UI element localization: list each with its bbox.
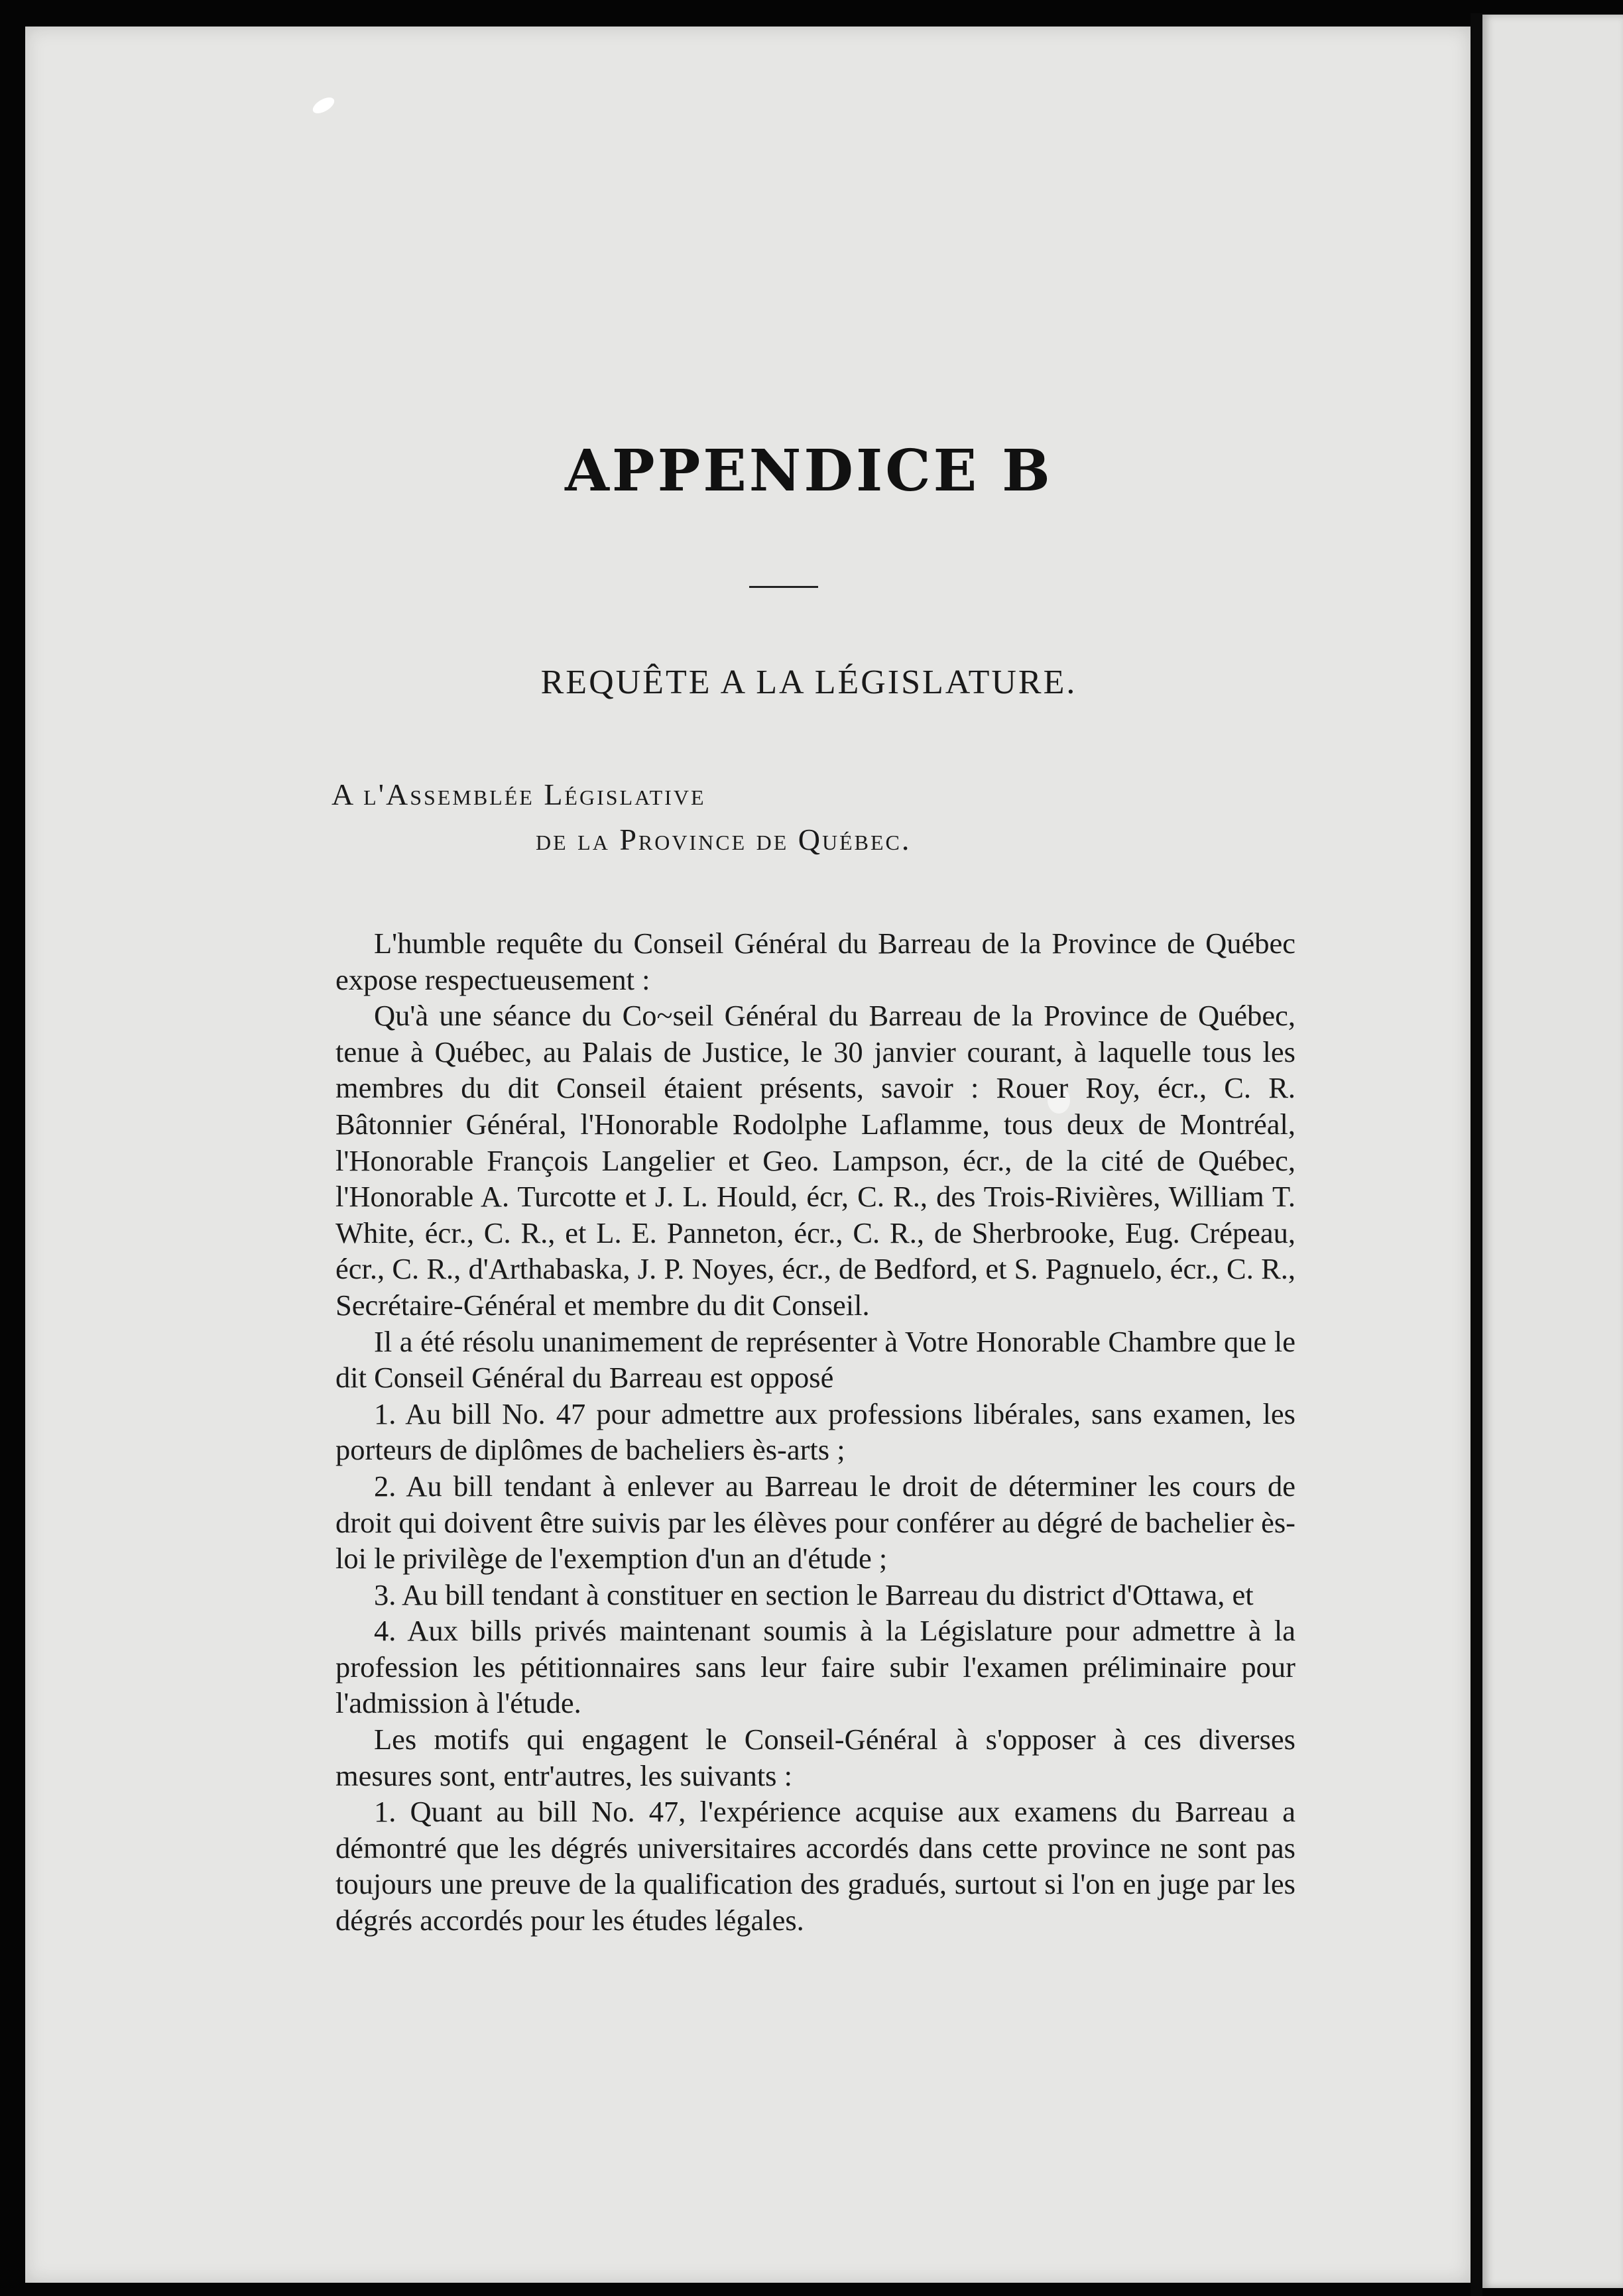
paragraph: 4. Aux bills privés maintenant soumis à la Législature pour admettre à la profession les pétitionnaires sans leur faire subir l'examen préliminaire pour l'admission à l'étude. [335, 1614, 1295, 1720]
heading-divider [749, 586, 818, 588]
document-body [335, 925, 1295, 1939]
paragraph: Les motifs qui engagent le Conseil-Général à s'opposer à ces diverses mesures sont, entr'autres, les suivants : [335, 1723, 1295, 1792]
paragraph: Qu'à une séance du Co~seil Général du Barreau de la Province de Québec, tenue à Québec, au Palais de Justice, le 30 janvier courant, à laquelle tous les membres du dit Conseil étaient présents, savoir : Rouer Roy, écr., C. R. Bâtonnier Général, l'Honorable Rodolphe Laflamme, tous deux de Montréal, l'Honorable François Langelier et Geo. Lampson, écr., de la cité de Québec, l'Honorable A. Turcotte et J. L. Hould, écr, C. R., des Trois-Rivières, William T. White, écr., C. R., et L. E. Panneton, écr., C. R., de Sherbrooke, Eug. Crépeau, écr., C. R., d'Arthabaska, J. P. Noyes, écr., de Bedford, et S. Pagnuelo, écr., C. R., Secrétaire-Général et membre du dit Conseil. [335, 999, 1295, 1322]
paragraph: Il a été résolu unanimement de représenter à Votre Honorable Chambre que le dit Conseil Général du Barreau est opposé [335, 1324, 1295, 1395]
appendix-heading: APPENDICE B [565, 437, 1053, 504]
paragraph: 1. Au bill No. 47 pour admettre aux professions libérales, sans examen, les porteurs de diplômes de bacheliers ès-arts ; [335, 1397, 1295, 1467]
paragraph: L'humble requête du Conseil Général du Barreau de la Province de Québec expose respectueusement : [335, 927, 1295, 996]
page-gutter [1471, 13, 1482, 2296]
paragraph: 1. Quant au bill No. 47, l'expérience acquise aux examens du Barreau a démontré que les dégrés universitaires accordés dans cette province ne sont pas toujours une preuve de la qualification des gradués, surtout si l'on en juge par les dégrés accordés pour les études légales. [335, 1795, 1295, 1937]
paragraph: 2. Au bill tendant à enlever au Barreau le droit de déterminer les cours de droit qui doivent être suivis par les élèves pour conférer au dégré de bachelier ès-loi le privilège de l'exemption d'un an d'étude ; [335, 1469, 1295, 1576]
document-subheading: REQUÊTE A LA LÉGISLATURE. [540, 663, 1077, 701]
address-line-2: de la Province de Québec. [536, 823, 912, 856]
paragraph: 3. Au bill tendant à constituer en section le Barreau du district d'Ottawa, et [374, 1578, 1254, 1611]
address-line-1: A l'Assemblée Législative [331, 777, 706, 811]
page-right-edge [1482, 15, 1623, 2288]
